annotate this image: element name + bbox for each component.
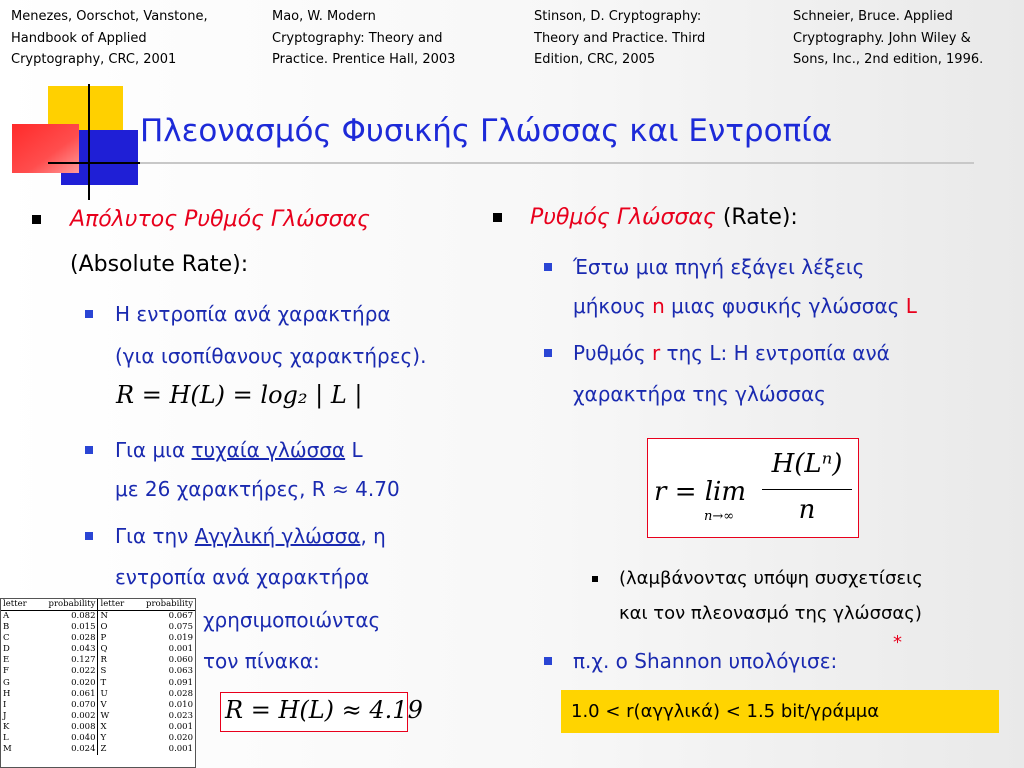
left-bullet3-line1	[115, 517, 386, 555]
letter-cell: R	[98, 655, 133, 666]
probability-cell: 0.002	[71, 710, 96, 721]
formula-rate-numerator: H(Lⁿ)	[771, 449, 843, 479]
highlight-r: r	[651, 341, 661, 365]
column-header: letter	[1, 599, 35, 611]
text-fragment: Για την	[115, 524, 195, 548]
logo-red-square	[12, 124, 79, 173]
table-row	[1, 622, 195, 633]
formula-english-rate-box	[220, 692, 423, 732]
probability-cell: 0.061	[71, 688, 96, 699]
table-row	[1, 655, 195, 666]
letter-cell: F	[3, 666, 9, 677]
letter-cell: C	[3, 633, 10, 644]
right-bullet2-line1	[573, 334, 890, 372]
probability-cell: 0.075	[168, 622, 193, 633]
probability-cell: 0.043	[71, 644, 96, 655]
table-row	[1, 700, 195, 711]
probability-cell: 0.001	[168, 721, 193, 732]
formula-english-rate: R = H(L) ≈ 4.19	[225, 696, 423, 724]
probability-cell: 0.019	[168, 633, 193, 644]
right-bullet1-line1: Έστω μια πηγή εξάγει λέξεις	[573, 255, 865, 279]
left-bullet1-line1: Η εντροπία ανά χαρακτήρα	[115, 302, 391, 326]
letter-cell: L	[3, 733, 9, 744]
letter-cell: Z	[98, 744, 133, 755]
text-fragment: Για μια	[115, 438, 192, 462]
letter-cell: W	[98, 711, 133, 722]
formula-rate-limit: n→∞	[704, 509, 735, 524]
highlight-n: n	[652, 294, 665, 318]
right-bullet1-line2	[573, 287, 917, 325]
shannon-result-box	[561, 690, 999, 733]
formula-rate-denominator: n	[798, 495, 816, 525]
probability-cell: 0.091	[168, 677, 193, 688]
letter-cell: P	[98, 633, 133, 644]
letter-cell: Y	[98, 733, 133, 744]
probability-cell: 0.028	[168, 688, 193, 699]
letter-cell: K	[3, 721, 10, 732]
probability-cell: 0.020	[71, 677, 96, 688]
slide-title: Πλεονασμός Φυσικής Γλώσσας και Εντροπία	[140, 113, 833, 149]
asterisk-note: *	[893, 632, 902, 653]
probability-cell: 0.063	[168, 666, 193, 677]
table-row	[1, 678, 195, 689]
left-bullet3-line3: χρησιμοποιώντας	[203, 608, 381, 632]
letter-cell: D	[3, 644, 10, 655]
probability-cell: 0.028	[71, 633, 96, 644]
left-heading: Απόλυτος Ρυθμός Γλώσσας	[70, 207, 370, 232]
letter-cell: J	[3, 710, 7, 721]
letter-cell: H	[3, 688, 11, 699]
probability-cell: 0.001	[168, 744, 193, 755]
reference-menezes: Menezes, Oorschot, Vanstone, Handbook of Applied Cryptography, CRC, 2001	[11, 9, 208, 67]
text-fragment: Ρυθμός	[573, 341, 652, 365]
probability-cell: 0.023	[168, 710, 193, 721]
letter-cell: M	[3, 744, 12, 755]
rate-heading-text: Ρυθμός Γλώσσας	[530, 205, 716, 230]
formula-rate-box	[647, 438, 859, 538]
table-header-row	[1, 599, 195, 611]
logo-horizontal-line	[48, 162, 140, 164]
right-bullet3: π.χ. ο Shannon υπολόγισε:	[573, 649, 838, 673]
probability-cell: 0.024	[71, 744, 96, 755]
probability-cell: 0.067	[168, 611, 193, 621]
table-row	[1, 666, 195, 677]
letter-cell: N	[98, 611, 133, 623]
right-subnote-line2: και τον πλεονασμό της γλώσσας)	[619, 603, 922, 624]
letter-cell: V	[98, 700, 133, 711]
title-underline	[48, 162, 974, 164]
text-fragment: μιας φυσικής γλώσσας	[664, 294, 906, 318]
bullet-square-icon	[85, 310, 93, 318]
probability-cell: 0.022	[71, 666, 96, 677]
table-row	[1, 733, 195, 744]
table-row	[1, 633, 195, 644]
bullet-square-icon	[544, 349, 552, 357]
table-row	[1, 744, 195, 755]
table-row	[1, 644, 195, 655]
left-heading-sub: (Absolute Rate):	[70, 252, 249, 277]
probability-cell: 0.070	[71, 699, 96, 710]
left-bullet1-line2: (για ισοπίθανους χαρακτήρες).	[115, 344, 427, 368]
letter-cell: A	[3, 611, 10, 621]
probability-cell: 0.127	[71, 655, 96, 666]
letter-cell: E	[3, 655, 10, 666]
right-heading	[530, 200, 798, 236]
rate-heading-sub: (Rate):	[715, 205, 798, 230]
probability-cell: 0.008	[71, 721, 96, 732]
left-bullet2-line2: με 26 χαρακτήρες, R ≈ 4.70	[115, 477, 400, 501]
formula-rate-lhs: r = lim	[654, 477, 747, 507]
letter-cell: S	[98, 666, 133, 677]
right-subnote-line1: (λαμβάνοντας υπόψη συσχετίσεις	[619, 568, 923, 589]
reference-mao: Mao, W. Modern Cryptography: Theory and Practice. Prentice Hall, 2003	[272, 9, 456, 67]
text-fragment: της L: Η εντροπία ανά	[660, 341, 890, 365]
bullet-square-icon	[544, 263, 552, 271]
bullet-square-icon	[85, 532, 93, 540]
probability-table	[1, 599, 195, 755]
bullet-square-icon	[592, 576, 598, 582]
bullet-square-icon	[32, 215, 41, 224]
fraction-bar	[762, 489, 852, 490]
probability-cell: 0.082	[71, 611, 96, 621]
probability-cell: 0.040	[71, 733, 96, 744]
letter-cell: B	[3, 622, 10, 633]
letter-cell: I	[3, 699, 7, 710]
probability-cell: 0.015	[71, 622, 96, 633]
text-fragment: L	[345, 438, 363, 462]
probability-cell: 0.020	[168, 733, 193, 744]
bullet-square-icon	[493, 213, 502, 222]
probability-cell: 0.010	[168, 699, 193, 710]
text-fragment: , η	[360, 524, 386, 548]
table-row	[1, 711, 195, 722]
reference-schneier: Schneier, Bruce. Applied Cryptography. John Wiley & Sons, Inc., 2nd edition, 1996.	[793, 9, 984, 67]
table-row	[1, 611, 195, 623]
left-bullet2-line1	[115, 431, 363, 469]
letter-cell: T	[98, 678, 133, 689]
bullet-square-icon	[85, 446, 93, 454]
table-row	[1, 722, 195, 733]
letter-cell: O	[98, 622, 133, 633]
column-header: letter	[98, 599, 133, 611]
right-bullet2-line2: χαρακτήρα της γλώσσας	[573, 382, 826, 406]
formula-absolute-rate: R = H(L) = log₂ | L |	[116, 381, 363, 409]
shannon-result-text: 1.0 < r(αγγλικά) < 1.5 bit/γράμμα	[571, 701, 880, 722]
probability-cell: 0.060	[168, 655, 193, 666]
english-language-link[interactable]: Αγγλική γλώσσα	[194, 524, 361, 548]
probability-cell: 0.001	[168, 644, 193, 655]
column-header: probability	[35, 599, 98, 611]
letter-probability-table	[0, 598, 196, 768]
letter-cell: Q	[98, 644, 133, 655]
letter-cell: U	[98, 689, 133, 700]
highlight-L: L	[905, 294, 917, 318]
letter-cell: G	[3, 677, 10, 688]
left-bullet3-line2: εντροπία ανά χαρακτήρα	[115, 565, 370, 589]
logo-vertical-line	[88, 84, 90, 200]
letter-cell: X	[98, 722, 133, 733]
table-row	[1, 689, 195, 700]
reference-stinson: Stinson, D. Cryptography: Theory and Practice. Third Edition, CRC, 2005	[534, 9, 706, 67]
column-header: probability	[133, 599, 195, 611]
left-bullet3-line4: τον πίνακα:	[203, 649, 320, 673]
random-language-link[interactable]: τυχαία γλώσσα	[191, 438, 346, 462]
bullet-square-icon	[544, 657, 552, 665]
text-fragment: μήκους	[573, 294, 653, 318]
